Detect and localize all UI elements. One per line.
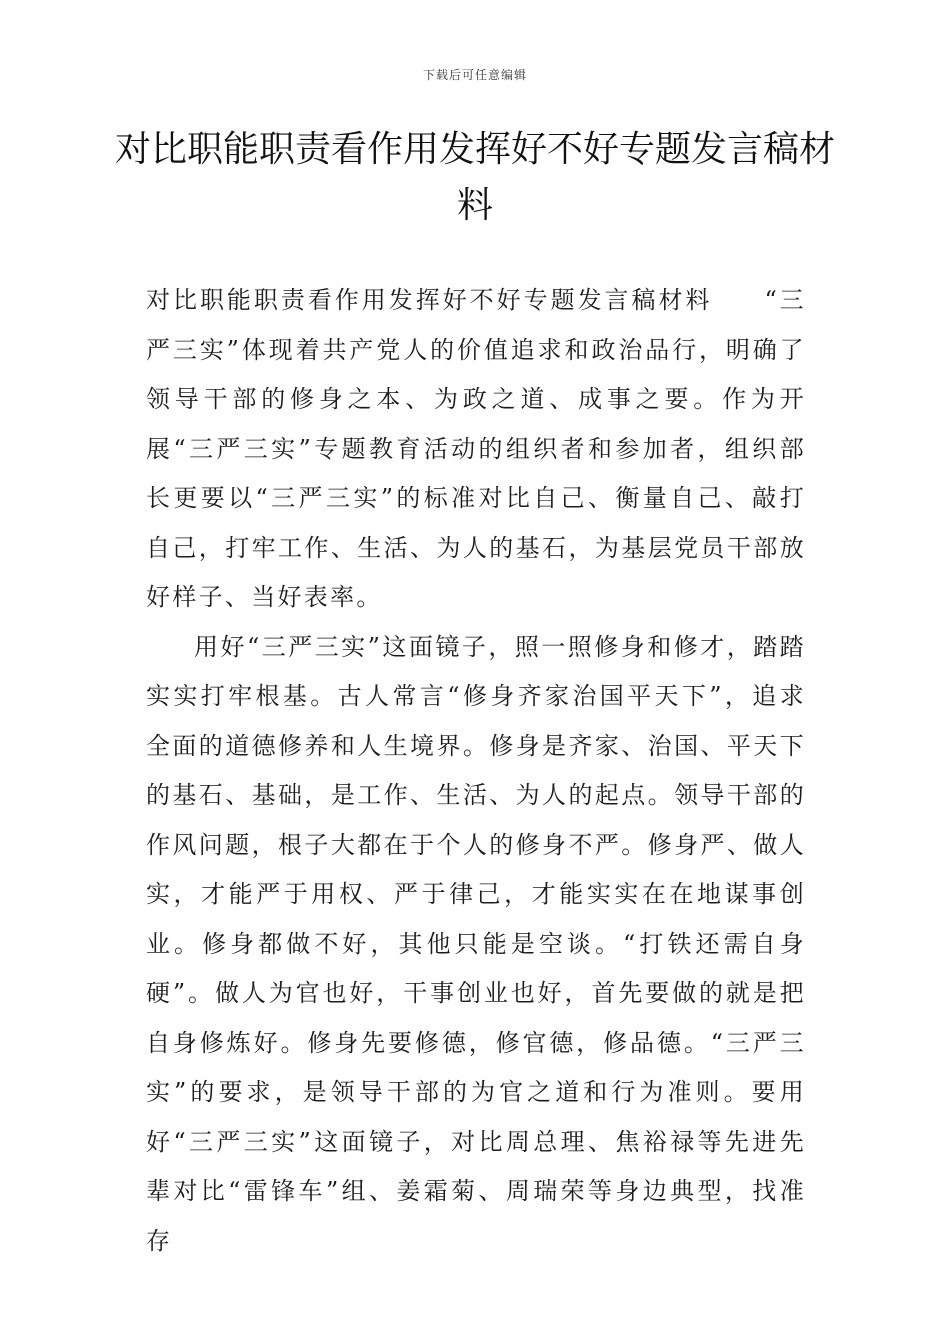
paragraph-1 — [146, 276, 806, 623]
paragraph-2: 用好“三严三实”这面镜子，照一照修身和修才，踏踏实实打牢根基。古人常言“修身齐家治国平天下”，追求全面的道德修养和人生境界。修身是齐家、治国、平天下的基石、基础，是工作、生活、为人的起点。领导干部的作风问题，根子大都在于个人的修身不严。修身严、做人实，才能严于用权、严于律己，才能实实在在地谋事创业。修身都做不好，其他只能是空谈。“打铁还需自身硬”。做人为官也好，干事创业也好，首先要做的就是把自身修炼好。修身先要修德，修官德，修品德。“三严三实”的要求，是领导干部的为官之道和行为准则。要用好“三严三实”这面镜子，对比周总理、焦裕禄等先进先辈对比“雷锋车”组、姜霜菊、周瑞荣等身边典型，找准存 — [146, 632, 806, 1255]
paragraph-1-text: “三严三实”体现着共产党人的价值追求和政治品行，明确了领导干部的修身之本、为政之道、成事之要。作为开展“三严三实”专题教育活动的组织者和参加者，组织部长更要以“三严三实”的标准对比自己、衡量自己、敲打自己，打牢工作、生活、为人的基石，为基层党员干部放好样子、当好表率。 — [146, 286, 806, 611]
document-title: 对比职能职责看作用发挥好不好专题发言稿材料 — [114, 129, 835, 226]
document-body — [146, 276, 806, 1266]
header-note: 下载后可任意编辑 — [422, 68, 527, 82]
paragraph-1-lead: 对比职能职责看作用发挥好不好专题发言稿材料 — [146, 286, 713, 314]
